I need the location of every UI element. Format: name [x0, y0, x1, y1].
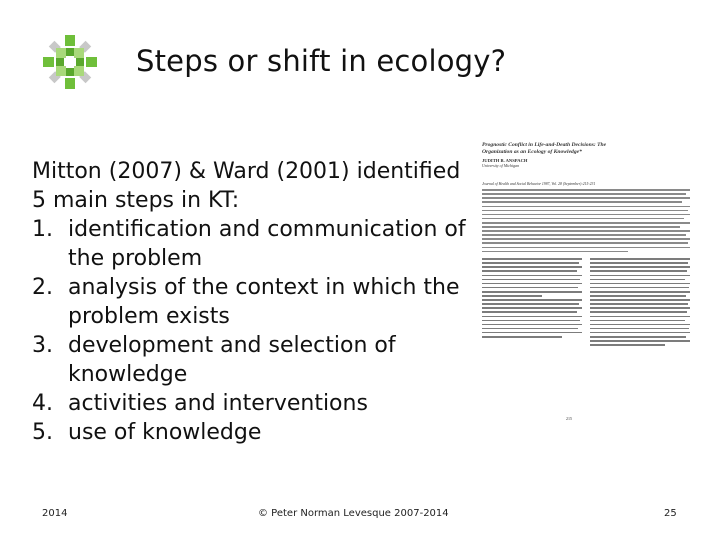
list-item: [32, 389, 472, 418]
paper-affiliation: University of Michigan: [482, 163, 520, 169]
step-number: 4.: [32, 391, 53, 416]
paper-columns: [482, 258, 690, 348]
step-number: 5.: [32, 420, 53, 445]
paper-author: JUDITH B. ANSPACH: [482, 158, 528, 164]
paper-column-left: [482, 258, 582, 348]
paper-column-right: [590, 258, 690, 348]
logo-icon: [40, 34, 100, 90]
step-number: 2.: [32, 275, 53, 300]
slide-body: [32, 157, 472, 447]
intro-text: Mitton (2007) & Ward (2001) identified 5 main steps in KT:: [32, 159, 461, 213]
list-item: [32, 273, 472, 331]
list-item: [32, 331, 472, 389]
list-item: [32, 418, 472, 447]
paper-journal: Journal of Health and Social Behavior 1987, Vol. 28 (September):215-231: [482, 182, 596, 187]
paper-page-number: 215: [566, 416, 572, 421]
paper-abstract: [482, 189, 690, 252]
step-text: development and selection of knowledge: [68, 333, 396, 387]
footer-copyright: © Peter Norman Levesque 2007-2014: [258, 508, 449, 519]
step-text: identification and communication of the problem: [68, 217, 466, 271]
footer-year: 2014: [42, 508, 68, 519]
paper-thumbnail: [482, 140, 690, 440]
step-number: 1.: [32, 217, 53, 242]
step-text: analysis of the context in which the problem exists: [68, 275, 460, 329]
step-text: activities and interventions: [68, 391, 368, 416]
steps-list: [32, 215, 472, 447]
paper-title: Prognostic Conflict in Life-and-Death Decisions: The Organization as an Ecology of Knowledge*: [482, 142, 607, 155]
step-number: 3.: [32, 333, 53, 358]
step-text: use of knowledge: [68, 420, 262, 445]
slide-title: Steps or shift in ecology?: [136, 44, 507, 78]
list-item: [32, 215, 472, 273]
slide-number: 25: [664, 508, 677, 519]
